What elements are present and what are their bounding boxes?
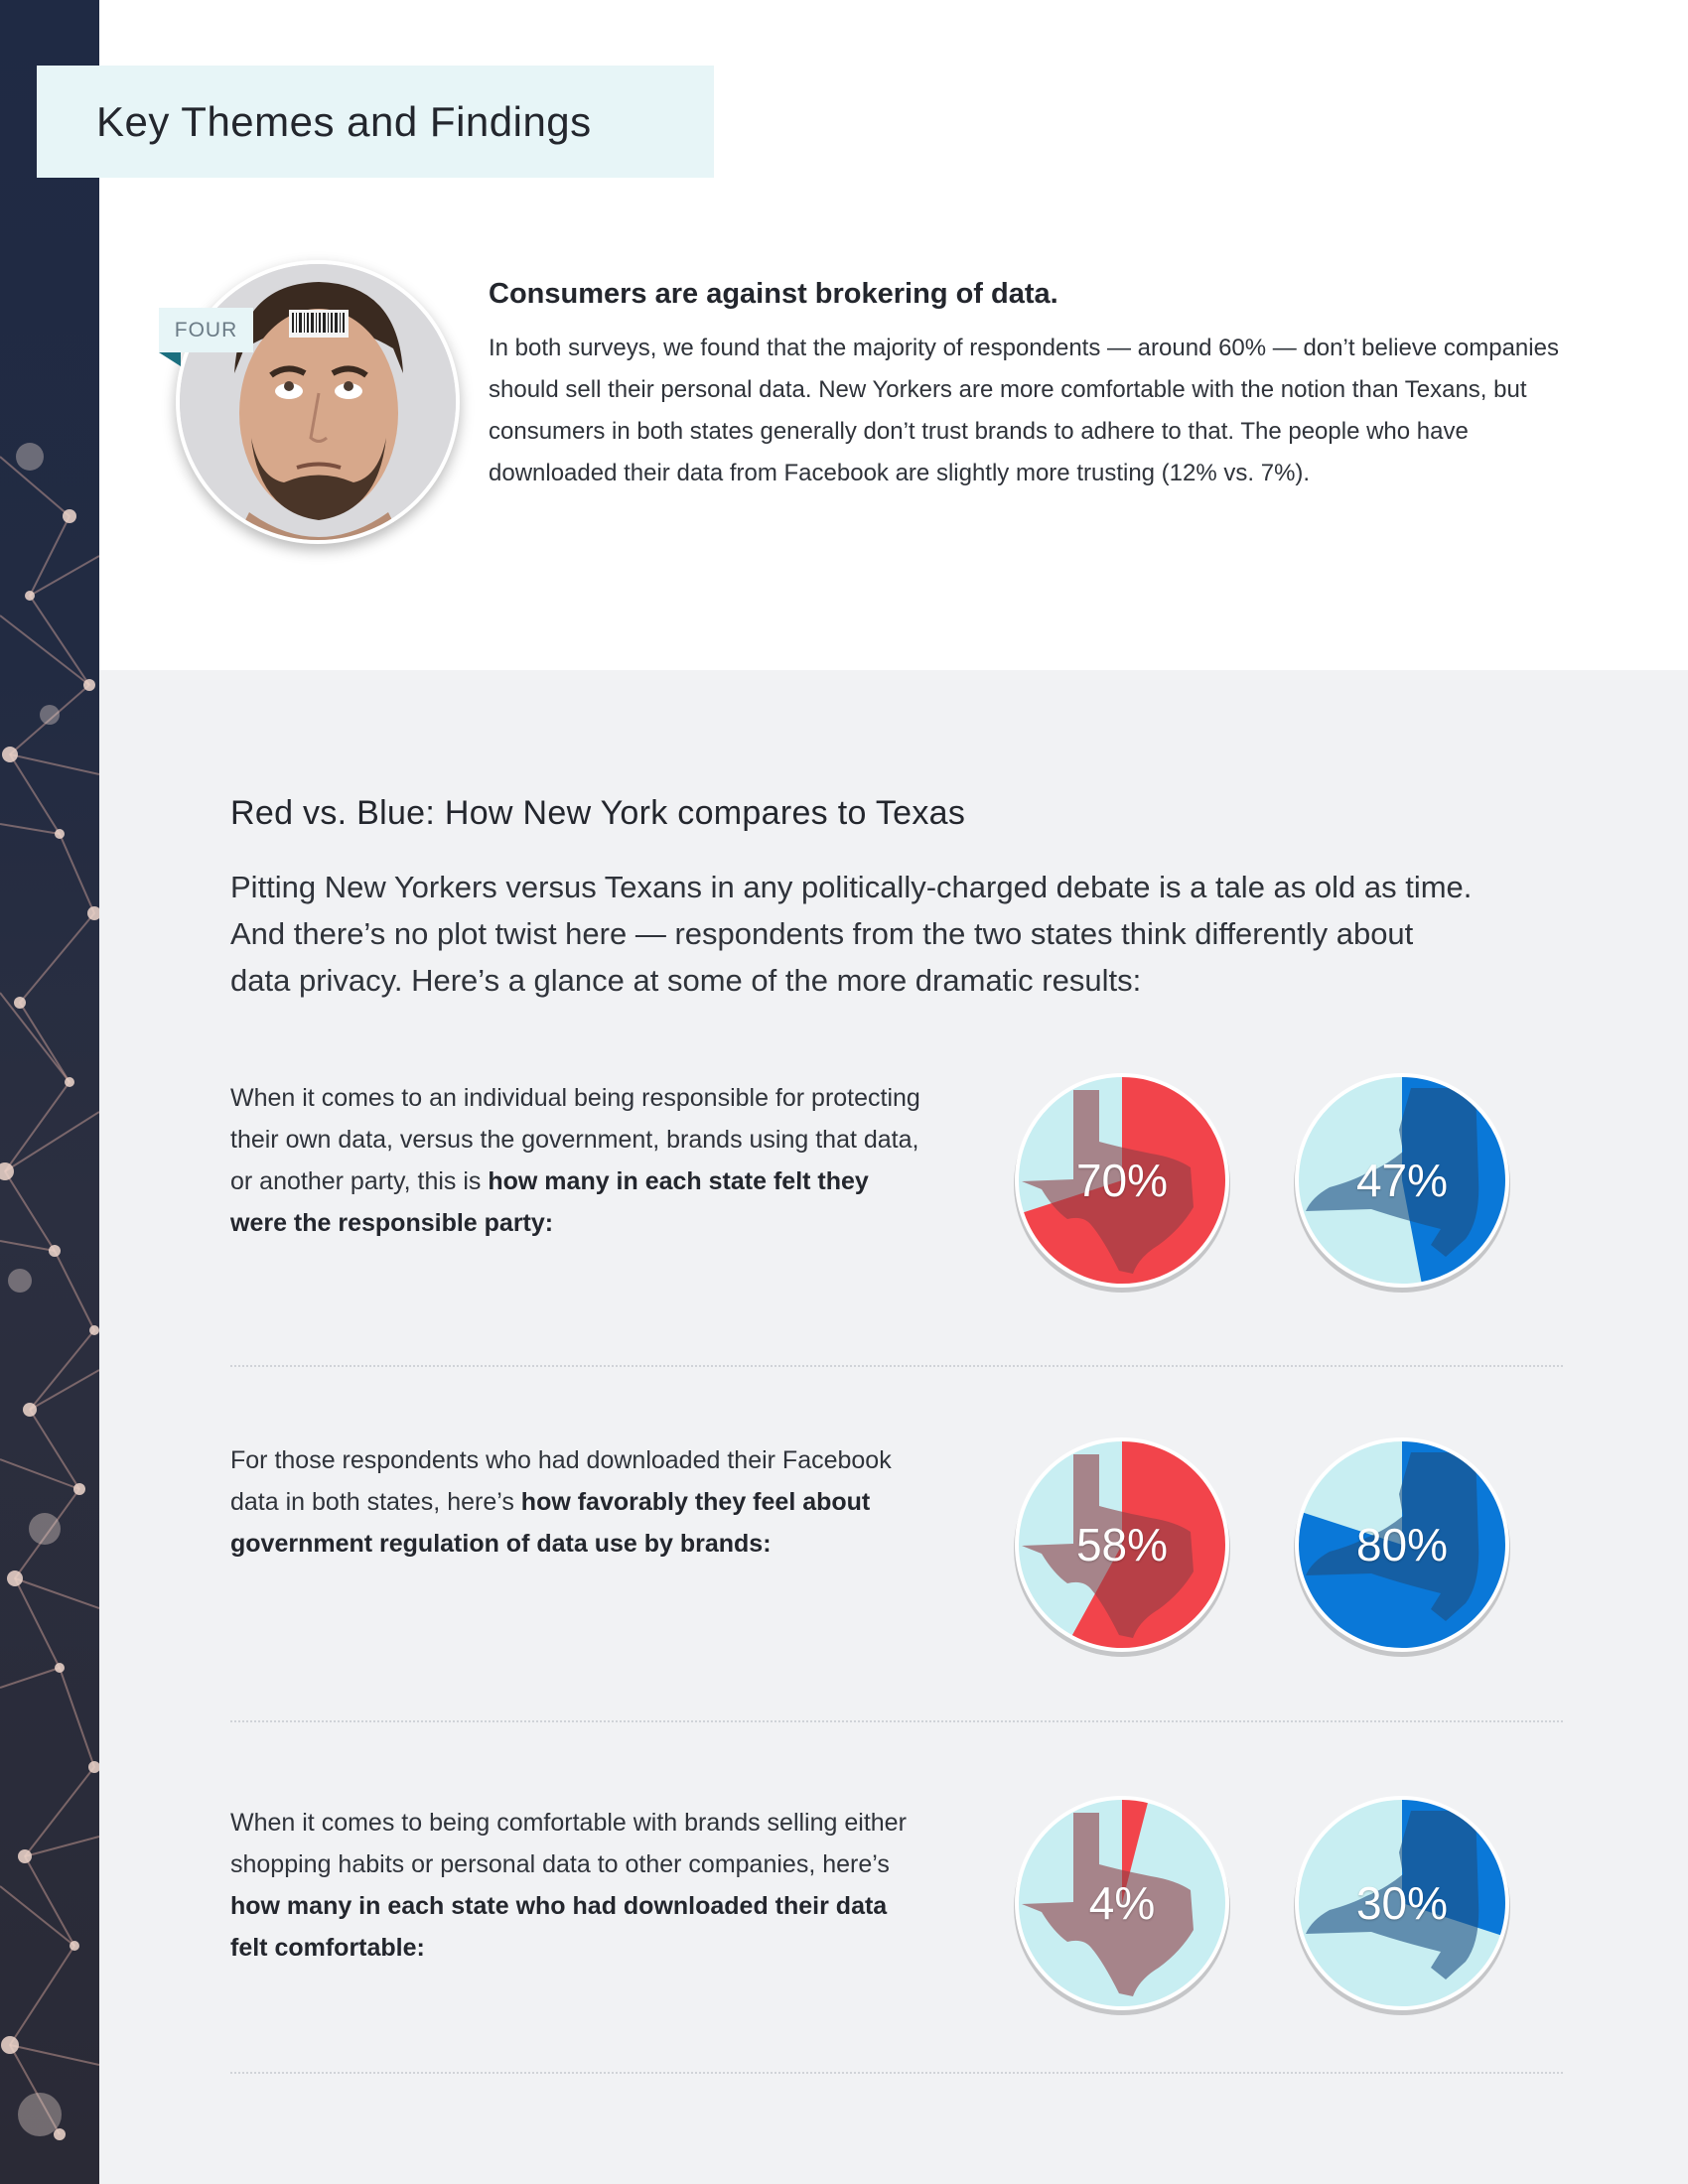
comparison-section — [99, 670, 1688, 2184]
portrait-illustration — [180, 264, 456, 540]
pie-value-label: 30% — [1355, 1877, 1449, 1929]
row-question — [230, 1439, 925, 1565]
finding-title: Consumers are against brokering of data. — [489, 278, 1058, 310]
question-text: When it comes to being comfortable with brands selling either shopping habits or personal data to other companies, here’s — [230, 1809, 907, 1878]
comparison-title: Red vs. Blue: How New York compares to Texas — [230, 794, 966, 832]
row-question — [230, 1802, 925, 1969]
question-emphasis: how favorably they feel about government regulation of data use by brands: — [230, 1488, 871, 1558]
man-with-barcode-photo — [176, 260, 460, 544]
question-text: For those respondents who had downloaded their Facebook data in both states, here’s — [230, 1446, 892, 1516]
finding-body: In both surveys, we found that the majority of respondents — around 60% — don’t believe companies should sell their personal data. New Yorkers are more comfortable with the notion than Texans, but consumers in both states generally don’t trust brands to adhere to that. The people who have downloaded their data from Facebook are slightly more trusting (12% vs. 7%). — [489, 335, 1559, 486]
pie-value-label: 80% — [1355, 1519, 1449, 1570]
finding-section — [99, 179, 1688, 670]
finding-number-badge: FOUR — [159, 308, 253, 352]
badge-fold — [159, 352, 181, 366]
decorative-network-band — [0, 0, 99, 2184]
comparison-intro: Pitting New Yorkers versus Texans in any politically-charged debate is a tale as old as time. And there’s no plot twist here — respondents from the two states think differently about data privacy. Here’s a glance at some of the more dramatic results: — [230, 870, 1473, 998]
network-nodes-graphic — [0, 0, 99, 2184]
question-text: When it comes to an individual being responsible for protecting their own data, versus the government, brands using that data, or another party, this is — [230, 1084, 920, 1195]
page-title-box — [37, 66, 714, 178]
row-divider — [230, 1365, 1563, 1367]
pie-value-label: 58% — [1075, 1519, 1169, 1570]
question-emphasis: how many in each state felt they were the responsible party: — [230, 1167, 869, 1237]
pie-value-label: 4% — [1088, 1877, 1156, 1929]
texas-pie-chart — [1012, 1434, 1232, 1655]
pie-value-label: 47% — [1355, 1155, 1449, 1206]
page-title: Key Themes and Findings — [96, 97, 592, 145]
row-divider — [230, 2072, 1563, 2074]
new-york-pie-chart — [1292, 1070, 1512, 1291]
row-divider — [230, 1720, 1563, 1722]
texas-pie-chart — [1012, 1793, 1232, 2013]
new-york-pie-chart — [1292, 1434, 1512, 1655]
row-question — [230, 1077, 925, 1244]
new-york-pie-chart — [1292, 1793, 1512, 2013]
question-emphasis: how many in each state who had downloaded their data felt comfortable: — [230, 1892, 888, 1962]
pie-value-label: 70% — [1075, 1155, 1169, 1206]
texas-pie-chart — [1012, 1070, 1232, 1291]
